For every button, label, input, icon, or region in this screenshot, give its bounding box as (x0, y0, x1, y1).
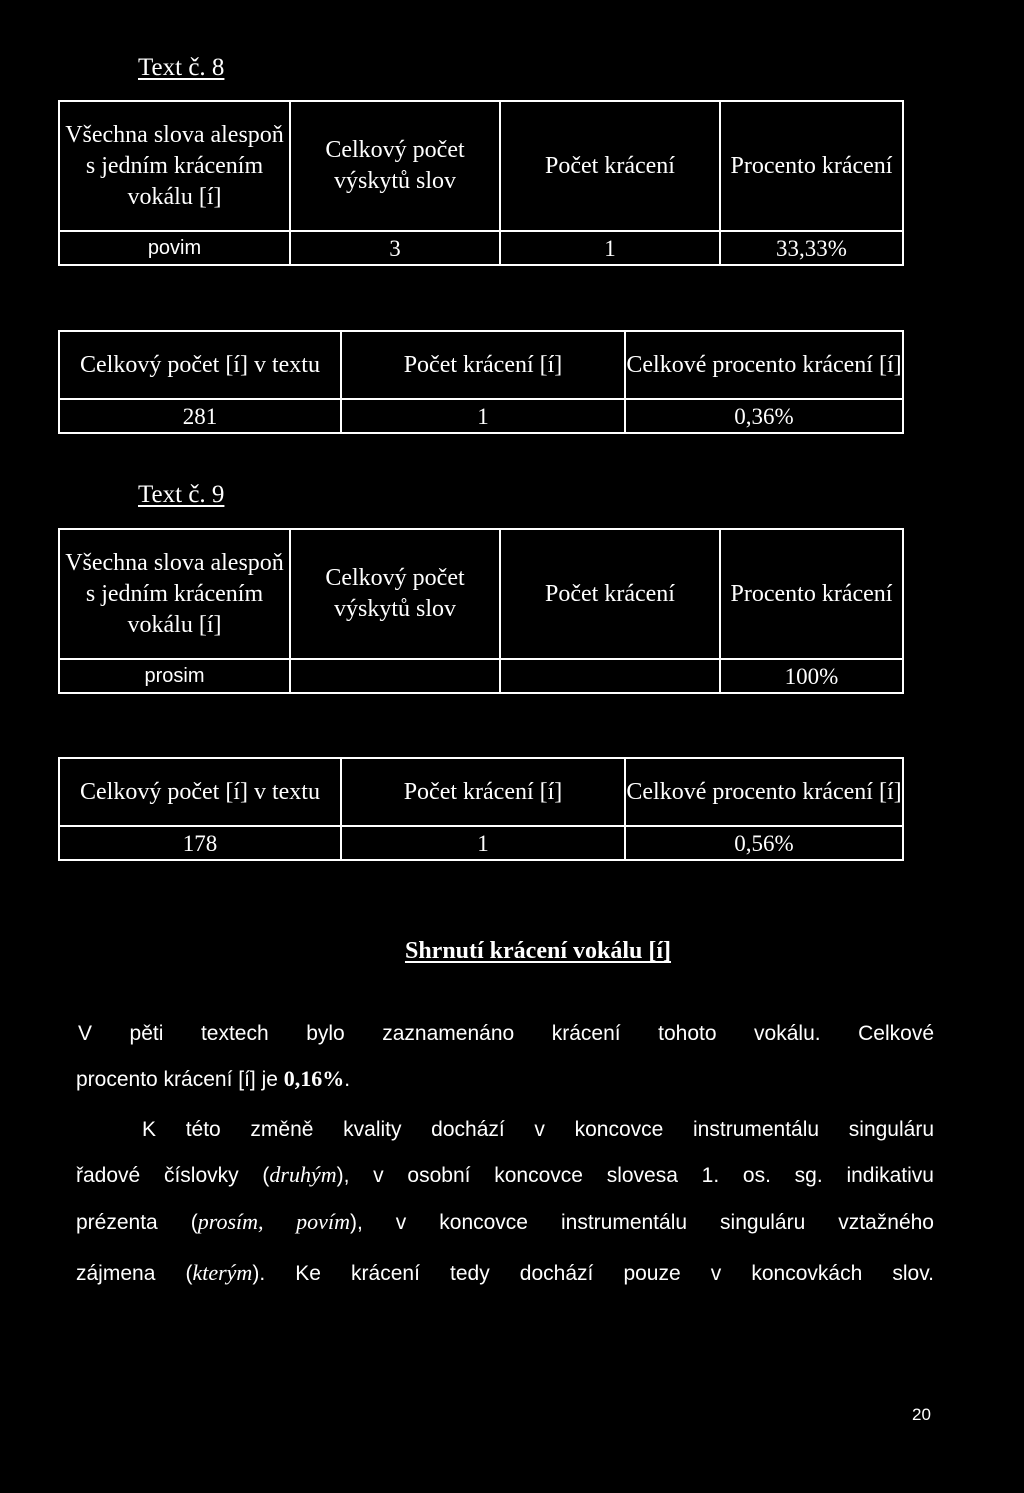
italic-example: druhým (269, 1162, 337, 1187)
summary-paragraph-2-line-2 (76, 1162, 934, 1188)
summary-paragraph-2-line-4 (76, 1260, 934, 1286)
text-segment: prézenta ( (76, 1211, 198, 1234)
text9-cell-shortenings-i: 1 (341, 826, 625, 860)
text9-header-percent: Procento krácení (720, 529, 903, 659)
text-segment: ), v osobní koncovce slovesa 1. os. sg. indikativu (336, 1164, 934, 1187)
text8-header-shortenings: Počet krácení (500, 101, 720, 231)
summary-total-percent: 0,16% (283, 1066, 345, 1091)
text8-heading: Text č. 8 (138, 54, 225, 81)
text9-header-shortenings-i: Počet krácení [í] (341, 758, 625, 826)
text8-cell-shortenings: 1 (500, 231, 720, 265)
text8-header-words: Všechna slova alespoň s jedním krácením vokálu [í] (59, 101, 290, 231)
page-number: 20 (912, 1405, 931, 1424)
text8-header-total-percent: Celkové procento krácení [í] (625, 331, 903, 399)
summary-paragraph-1-line-1: V pěti textech bylo zaznamenáno krácení tohoto vokálu. Celkové (78, 1022, 934, 1045)
italic-example: kterým (192, 1260, 253, 1285)
text9-cell-total-i: 178 (59, 826, 341, 860)
text8-cell-percent: 33,33% (720, 231, 903, 265)
text8-cell-occurrences: 3 (290, 231, 500, 265)
summary-paragraph-2-line-3 (76, 1209, 934, 1235)
text9-cell-shortenings (500, 659, 720, 693)
text9-header-occurrences: Celkový počet výskytů slov (290, 529, 500, 659)
text-segment: zájmena ( (76, 1262, 193, 1285)
text8-summary-table (58, 330, 904, 434)
text9-header-shortenings: Počet krácení (500, 529, 720, 659)
summary-paragraph-2-line-1: K této změně kvality dochází v koncovce instrumentálu singuláru (142, 1118, 934, 1141)
text9-cell-word: prosim (59, 659, 290, 693)
italic-example: prosím, povím (197, 1209, 350, 1234)
text9-cell-total-percent: 0,56% (625, 826, 903, 860)
summary-period: . (344, 1068, 351, 1091)
text-segment: řadové číslovky ( (76, 1164, 270, 1187)
text8-cell-word: povim (59, 231, 290, 265)
text8-cell-total-i: 281 (59, 399, 341, 433)
text9-words-table (58, 528, 904, 694)
text9-cell-occurrences (290, 659, 500, 693)
text8-cell-shortenings-i: 1 (341, 399, 625, 433)
summary-title: Shrnutí krácení vokálu [í] (404, 938, 672, 964)
text8-cell-total-percent: 0,36% (625, 399, 903, 433)
text9-header-total-percent: Celkové procento krácení [í] (625, 758, 903, 826)
text8-words-table (58, 100, 904, 266)
text9-summary-table (58, 757, 904, 861)
summary-text: procento krácení [í] je (76, 1068, 284, 1091)
text8-header-shortenings-i: Počet krácení [í] (341, 331, 625, 399)
text8-header-percent: Procento krácení (720, 101, 903, 231)
text-segment: ), v koncovce instrumentálu singuláru vztažného (349, 1211, 934, 1234)
text9-heading: Text č. 9 (138, 481, 225, 508)
text8-header-occurrences: Celkový počet výskytů slov (290, 101, 500, 231)
text8-header-total-i: Celkový počet [í] v textu (59, 331, 341, 399)
text9-header-total-i: Celkový počet [í] v textu (59, 758, 341, 826)
text9-header-words: Všechna slova alespoň s jedním krácením vokálu [í] (59, 529, 290, 659)
text-segment: ). Ke krácení tedy dochází pouze v koncovkách slov. (252, 1262, 934, 1285)
text9-cell-percent: 100% (720, 659, 903, 693)
summary-paragraph-1-line-2 (76, 1066, 934, 1092)
